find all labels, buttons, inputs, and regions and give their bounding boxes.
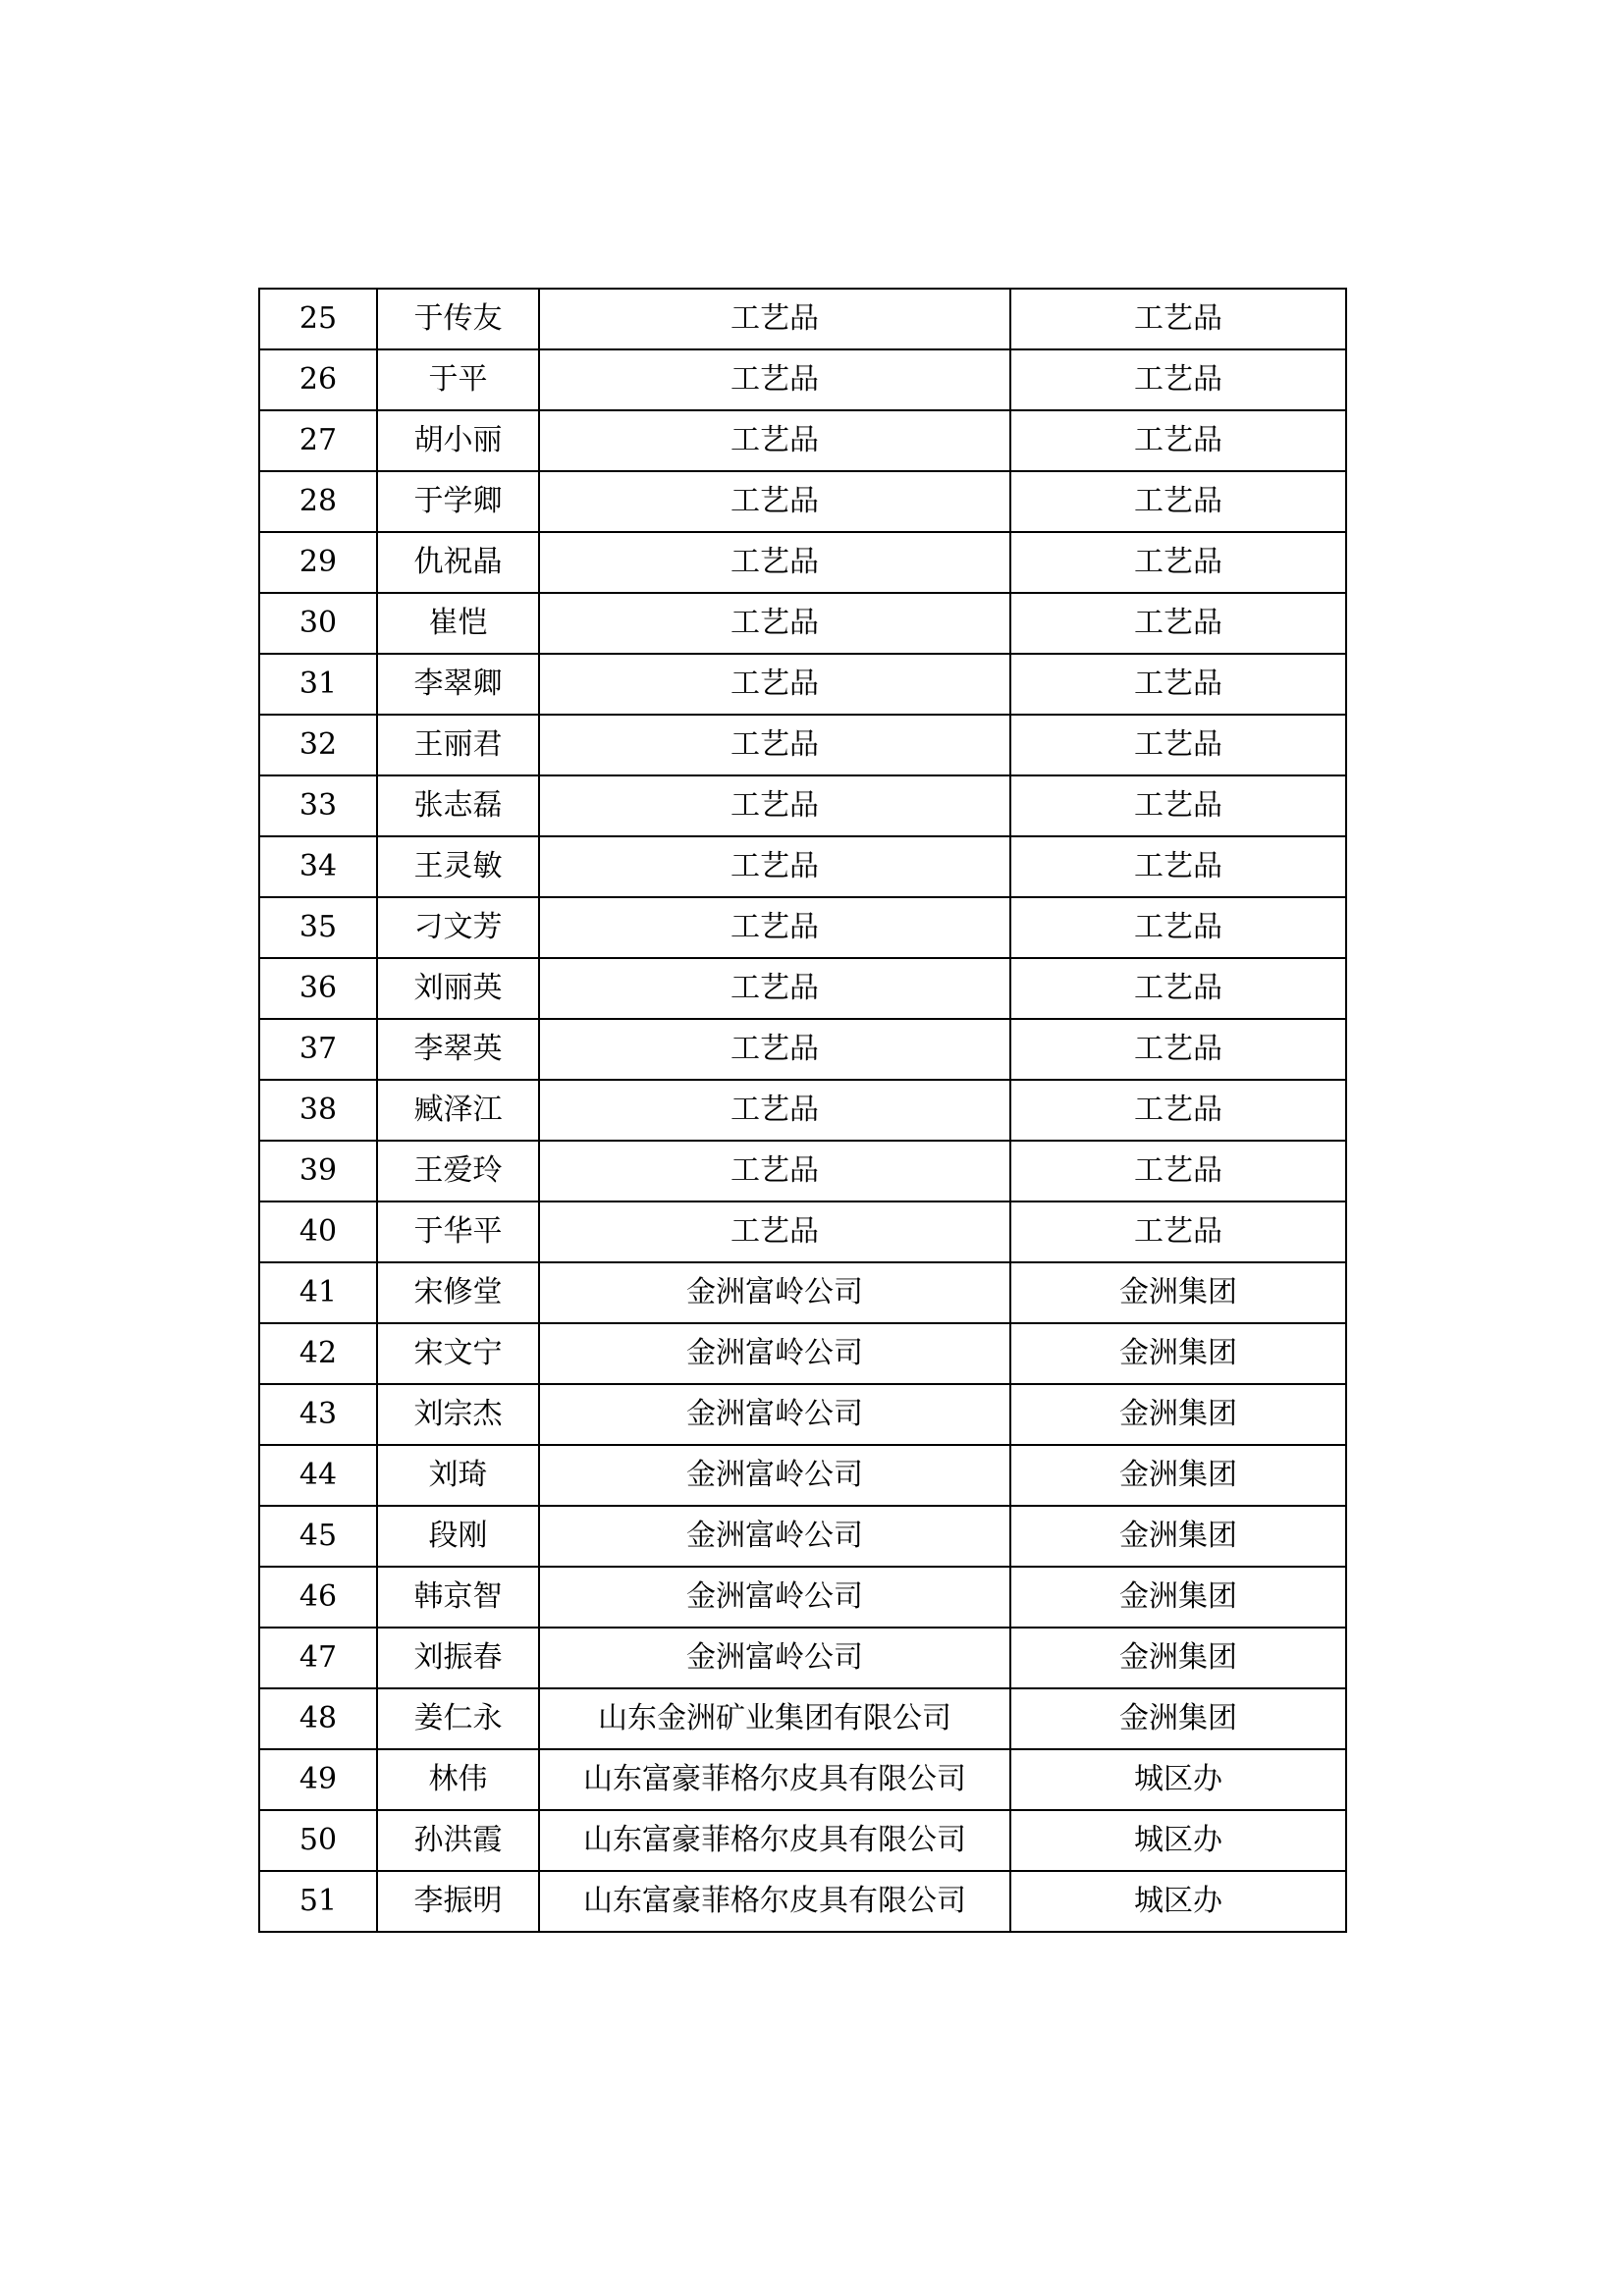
person-name: 于平 — [377, 349, 539, 410]
work-unit: 工艺品 — [539, 1080, 1010, 1141]
row-number: 30 — [259, 593, 377, 654]
department: 金洲集团 — [1010, 1628, 1346, 1688]
person-name: 臧泽江 — [377, 1080, 539, 1141]
work-unit: 工艺品 — [539, 289, 1010, 349]
row-number: 43 — [259, 1384, 377, 1445]
row-number: 35 — [259, 897, 377, 958]
person-name: 王丽君 — [377, 715, 539, 775]
person-name: 刘丽英 — [377, 958, 539, 1019]
row-number: 33 — [259, 775, 377, 836]
table-row — [259, 1262, 1346, 1323]
person-name: 于传友 — [377, 289, 539, 349]
row-number: 36 — [259, 958, 377, 1019]
table-row — [259, 715, 1346, 775]
person-name: 林伟 — [377, 1749, 539, 1810]
row-number: 49 — [259, 1749, 377, 1810]
table-row — [259, 1323, 1346, 1384]
department: 工艺品 — [1010, 289, 1346, 349]
department: 金洲集团 — [1010, 1384, 1346, 1445]
department: 工艺品 — [1010, 958, 1346, 1019]
table-row — [259, 1871, 1346, 1932]
row-number: 51 — [259, 1871, 377, 1932]
work-unit: 工艺品 — [539, 593, 1010, 654]
department: 城区办 — [1010, 1810, 1346, 1871]
work-unit: 工艺品 — [539, 775, 1010, 836]
work-unit: 山东富豪菲格尔皮具有限公司 — [539, 1871, 1010, 1932]
table-row — [259, 1749, 1346, 1810]
table-row — [259, 1080, 1346, 1141]
row-number: 26 — [259, 349, 377, 410]
department: 工艺品 — [1010, 532, 1346, 593]
roster-table-body — [259, 289, 1346, 1932]
row-number: 41 — [259, 1262, 377, 1323]
row-number: 44 — [259, 1445, 377, 1506]
table-row — [259, 1019, 1346, 1080]
work-unit: 工艺品 — [539, 532, 1010, 593]
person-name: 姜仁永 — [377, 1688, 539, 1749]
work-unit: 金洲富岭公司 — [539, 1323, 1010, 1384]
table-row — [259, 775, 1346, 836]
row-number: 32 — [259, 715, 377, 775]
row-number: 31 — [259, 654, 377, 715]
person-name: 王灵敏 — [377, 836, 539, 897]
row-number: 40 — [259, 1201, 377, 1262]
person-name: 胡小丽 — [377, 410, 539, 471]
work-unit: 山东富豪菲格尔皮具有限公司 — [539, 1810, 1010, 1871]
work-unit: 工艺品 — [539, 349, 1010, 410]
row-number: 29 — [259, 532, 377, 593]
table-row — [259, 410, 1346, 471]
department: 工艺品 — [1010, 1201, 1346, 1262]
work-unit: 工艺品 — [539, 410, 1010, 471]
person-name: 于学卿 — [377, 471, 539, 532]
work-unit: 金洲富岭公司 — [539, 1262, 1010, 1323]
work-unit: 工艺品 — [539, 897, 1010, 958]
table-row — [259, 1628, 1346, 1688]
person-name: 宋文宁 — [377, 1323, 539, 1384]
work-unit: 工艺品 — [539, 715, 1010, 775]
department: 工艺品 — [1010, 836, 1346, 897]
row-number: 45 — [259, 1506, 377, 1567]
department: 城区办 — [1010, 1871, 1346, 1932]
table-row — [259, 349, 1346, 410]
department: 工艺品 — [1010, 593, 1346, 654]
row-number: 47 — [259, 1628, 377, 1688]
person-name: 李振明 — [377, 1871, 539, 1932]
person-name: 孙洪霞 — [377, 1810, 539, 1871]
department: 金洲集团 — [1010, 1323, 1346, 1384]
work-unit: 工艺品 — [539, 471, 1010, 532]
table-row — [259, 593, 1346, 654]
person-name: 张志磊 — [377, 775, 539, 836]
department: 工艺品 — [1010, 1019, 1346, 1080]
department: 工艺品 — [1010, 410, 1346, 471]
row-number: 46 — [259, 1567, 377, 1628]
person-name: 仇祝晶 — [377, 532, 539, 593]
person-name: 李翠英 — [377, 1019, 539, 1080]
department: 金洲集团 — [1010, 1445, 1346, 1506]
work-unit: 金洲富岭公司 — [539, 1628, 1010, 1688]
table-row — [259, 1688, 1346, 1749]
person-name: 于华平 — [377, 1201, 539, 1262]
department: 工艺品 — [1010, 715, 1346, 775]
department: 工艺品 — [1010, 897, 1346, 958]
table-row — [259, 1384, 1346, 1445]
row-number: 27 — [259, 410, 377, 471]
table-row — [259, 958, 1346, 1019]
work-unit: 工艺品 — [539, 1201, 1010, 1262]
work-unit: 工艺品 — [539, 958, 1010, 1019]
department: 工艺品 — [1010, 654, 1346, 715]
table-row — [259, 471, 1346, 532]
table-row — [259, 1567, 1346, 1628]
department: 金洲集团 — [1010, 1688, 1346, 1749]
person-name: 李翠卿 — [377, 654, 539, 715]
table-row — [259, 532, 1346, 593]
work-unit: 金洲富岭公司 — [539, 1384, 1010, 1445]
row-number: 42 — [259, 1323, 377, 1384]
table-row — [259, 1141, 1346, 1201]
work-unit: 金洲富岭公司 — [539, 1445, 1010, 1506]
department: 工艺品 — [1010, 471, 1346, 532]
work-unit: 金洲富岭公司 — [539, 1506, 1010, 1567]
table-row — [259, 1445, 1346, 1506]
work-unit: 山东富豪菲格尔皮具有限公司 — [539, 1749, 1010, 1810]
person-name: 刘琦 — [377, 1445, 539, 1506]
department: 金洲集团 — [1010, 1506, 1346, 1567]
department: 工艺品 — [1010, 775, 1346, 836]
person-name: 刘宗杰 — [377, 1384, 539, 1445]
department: 工艺品 — [1010, 1080, 1346, 1141]
person-name: 王爱玲 — [377, 1141, 539, 1201]
row-number: 37 — [259, 1019, 377, 1080]
row-number: 38 — [259, 1080, 377, 1141]
department: 金洲集团 — [1010, 1262, 1346, 1323]
work-unit: 山东金洲矿业集团有限公司 — [539, 1688, 1010, 1749]
work-unit: 工艺品 — [539, 836, 1010, 897]
row-number: 28 — [259, 471, 377, 532]
work-unit: 工艺品 — [539, 1019, 1010, 1080]
person-name: 段刚 — [377, 1506, 539, 1567]
row-number: 34 — [259, 836, 377, 897]
table-row — [259, 897, 1346, 958]
table-row — [259, 836, 1346, 897]
person-name: 刁文芳 — [377, 897, 539, 958]
department: 城区办 — [1010, 1749, 1346, 1810]
row-number: 50 — [259, 1810, 377, 1871]
table-row — [259, 289, 1346, 349]
row-number: 48 — [259, 1688, 377, 1749]
table-row — [259, 654, 1346, 715]
person-name: 崔恺 — [377, 593, 539, 654]
table-row — [259, 1810, 1346, 1871]
work-unit: 金洲富岭公司 — [539, 1567, 1010, 1628]
table-row — [259, 1506, 1346, 1567]
work-unit: 工艺品 — [539, 654, 1010, 715]
person-name: 刘振春 — [377, 1628, 539, 1688]
department: 工艺品 — [1010, 1141, 1346, 1201]
roster-table — [258, 288, 1347, 1933]
person-name: 宋修堂 — [377, 1262, 539, 1323]
department: 工艺品 — [1010, 349, 1346, 410]
work-unit: 工艺品 — [539, 1141, 1010, 1201]
row-number: 39 — [259, 1141, 377, 1201]
row-number: 25 — [259, 289, 377, 349]
person-name: 韩京智 — [377, 1567, 539, 1628]
table-row — [259, 1201, 1346, 1262]
department: 金洲集团 — [1010, 1567, 1346, 1628]
